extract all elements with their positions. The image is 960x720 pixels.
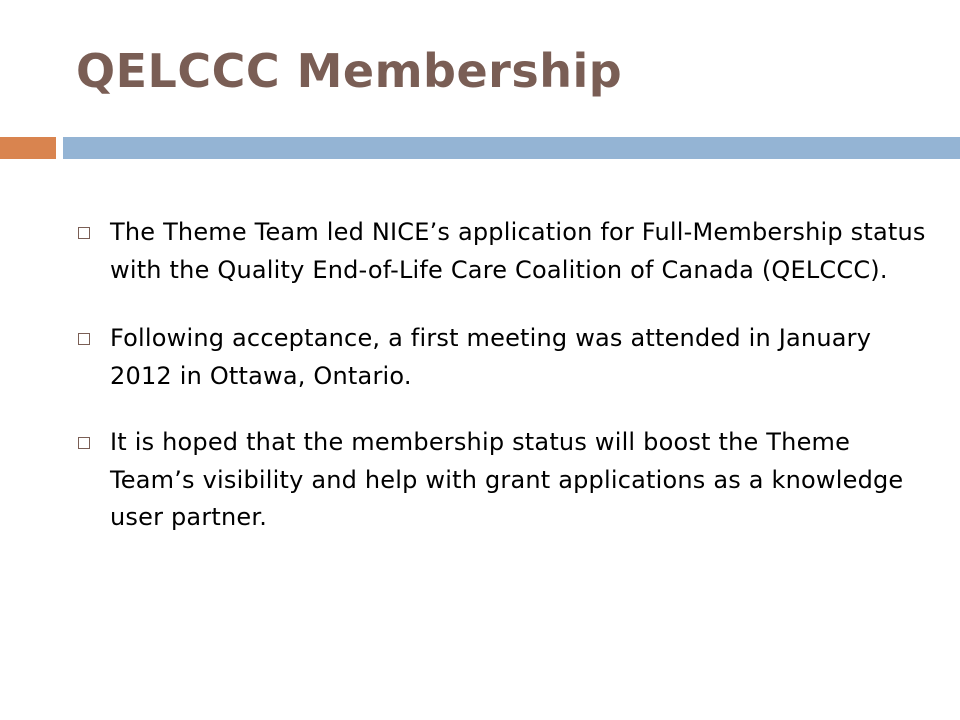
accent-bar-orange <box>0 137 56 159</box>
bullet-item <box>76 424 936 538</box>
hollow-square-icon <box>78 227 90 239</box>
accent-bar-blue <box>63 137 960 159</box>
hollow-square-icon <box>78 437 90 449</box>
bullet-list <box>76 214 936 537</box>
bullet-text: Following acceptance, a first meeting was attended in January 2012 in Ottawa, Ontario. <box>110 323 872 390</box>
bullet-text: It is hoped that the membership status will boost the Theme Team’s visibility and help with grant applications as a knowledge user partner. <box>110 427 904 532</box>
bullet-item <box>76 214 936 290</box>
slide-title: QELCCC Membership <box>76 44 623 98</box>
bullet-text: The Theme Team led NICE’s application for Full-Membership status with the Quality End-of-Life Care Coalition of Canada (QELCCC). <box>110 218 926 284</box>
hollow-square-icon <box>78 333 90 345</box>
bullet-item <box>76 320 936 396</box>
